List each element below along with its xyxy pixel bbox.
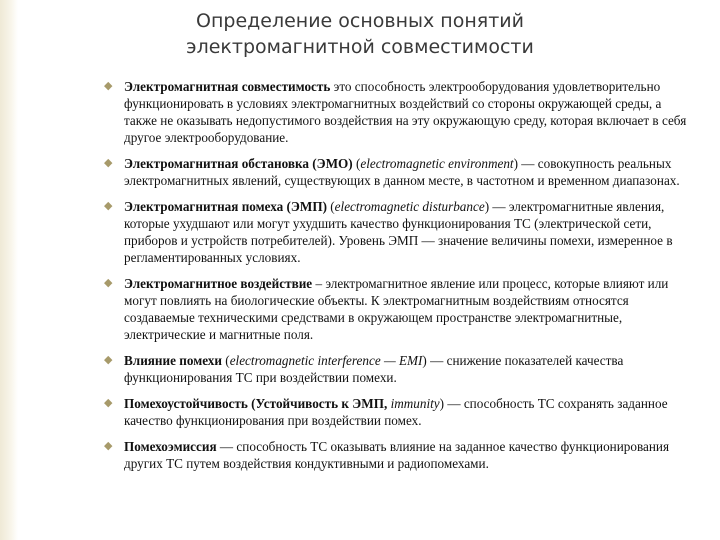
definition-term: Помехоустойчивость (Устойчивость к ЭМП, — [124, 396, 388, 411]
definition-body: — способность ТС оказывать влияние на заданное качество функционирования других ТС путем воздействия кондуктивными и радиопомехами. — [124, 439, 670, 471]
definition-term: Электромагнитная помеха (ЭМП) — [124, 199, 327, 214]
definition-term: Влияние помехи — [124, 353, 222, 368]
definition-text — [124, 199, 673, 265]
diamond-bullet-icon: ◆ — [104, 397, 113, 409]
definition-text — [124, 439, 669, 471]
list-item — [104, 275, 696, 343]
definition-term: Электромагнитная совместимость — [124, 79, 331, 94]
definition-term: Помехоэмиссия — [124, 439, 217, 454]
diamond-bullet-icon: ◆ — [104, 354, 113, 366]
english-term: electromagnetic environment — [360, 156, 514, 171]
diamond-bullet-icon: ◆ — [104, 440, 113, 452]
definitions-list — [104, 78, 696, 481]
definition-term: Электромагнитная обстановка (ЭМО) — [124, 156, 353, 171]
definition-body: ) — электромагнитные явления, которые ухудшают или могут ухудшить качество функционирования ТС (электрической сети, приборов и устройств потребителей). Уровень ЭМП — значение величины помехи, измеренное в регламентированных условиях. — [124, 199, 673, 265]
list-item — [104, 198, 696, 266]
definition-text — [124, 396, 668, 428]
definition-body: – электромагнитное явление или процесс, которые влияют или могут повлиять на биологические объекты. К электромагнитным воздействиям относятся создаваемые техническими средствами в окружающем пространстве электромагнитные, электрические и магнитные поля. — [124, 276, 669, 342]
definition-body: ) — снижение показателей качества функционирования ТС при воздействии помехи. — [124, 353, 624, 385]
english-term: electromagnetic disturbance — [334, 199, 485, 214]
definition-paren: ( — [352, 156, 361, 171]
list-item — [104, 438, 696, 472]
definition-body: ) — совокупность реальных электромагнитных явлений, существующих в данном месте, в частотном и временном диапазонах. — [124, 156, 680, 188]
list-item — [104, 395, 696, 429]
definition-text — [124, 276, 668, 342]
definition-text — [124, 79, 686, 145]
english-term: electromagnetic interference — EMI — [229, 353, 423, 368]
definition-paren: ( — [326, 199, 335, 214]
definition-text — [124, 353, 623, 385]
diamond-bullet-icon: ◆ — [104, 157, 113, 169]
diamond-bullet-icon: ◆ — [104, 80, 113, 92]
diamond-bullet-icon: ◆ — [104, 277, 113, 289]
definition-term: Электромагнитное воздействие — [124, 276, 313, 291]
list-item — [104, 155, 696, 189]
definition-text — [124, 156, 680, 188]
list-item — [104, 78, 696, 146]
definition-paren: ( — [221, 353, 230, 368]
english-term: immunity — [390, 396, 440, 411]
definition-body: ) — способность ТС сохранять заданное качество функционирования при воздействии помех. — [124, 396, 668, 428]
list-item — [104, 352, 696, 386]
diamond-bullet-icon: ◆ — [104, 200, 113, 212]
page-title: Определение основных понятий электромагнитной совместимости — [186, 10, 534, 58]
definition-body: это способность электрооборудования удовлетворительно функционировать в условиях электромагнитных воздействий со стороны окружающей среды, а также не оказывать недопустимого воздействия на эту окружающую среду, которая включает в себя другое электрооборудование. — [124, 79, 687, 145]
left-decorative-edge — [0, 0, 18, 540]
